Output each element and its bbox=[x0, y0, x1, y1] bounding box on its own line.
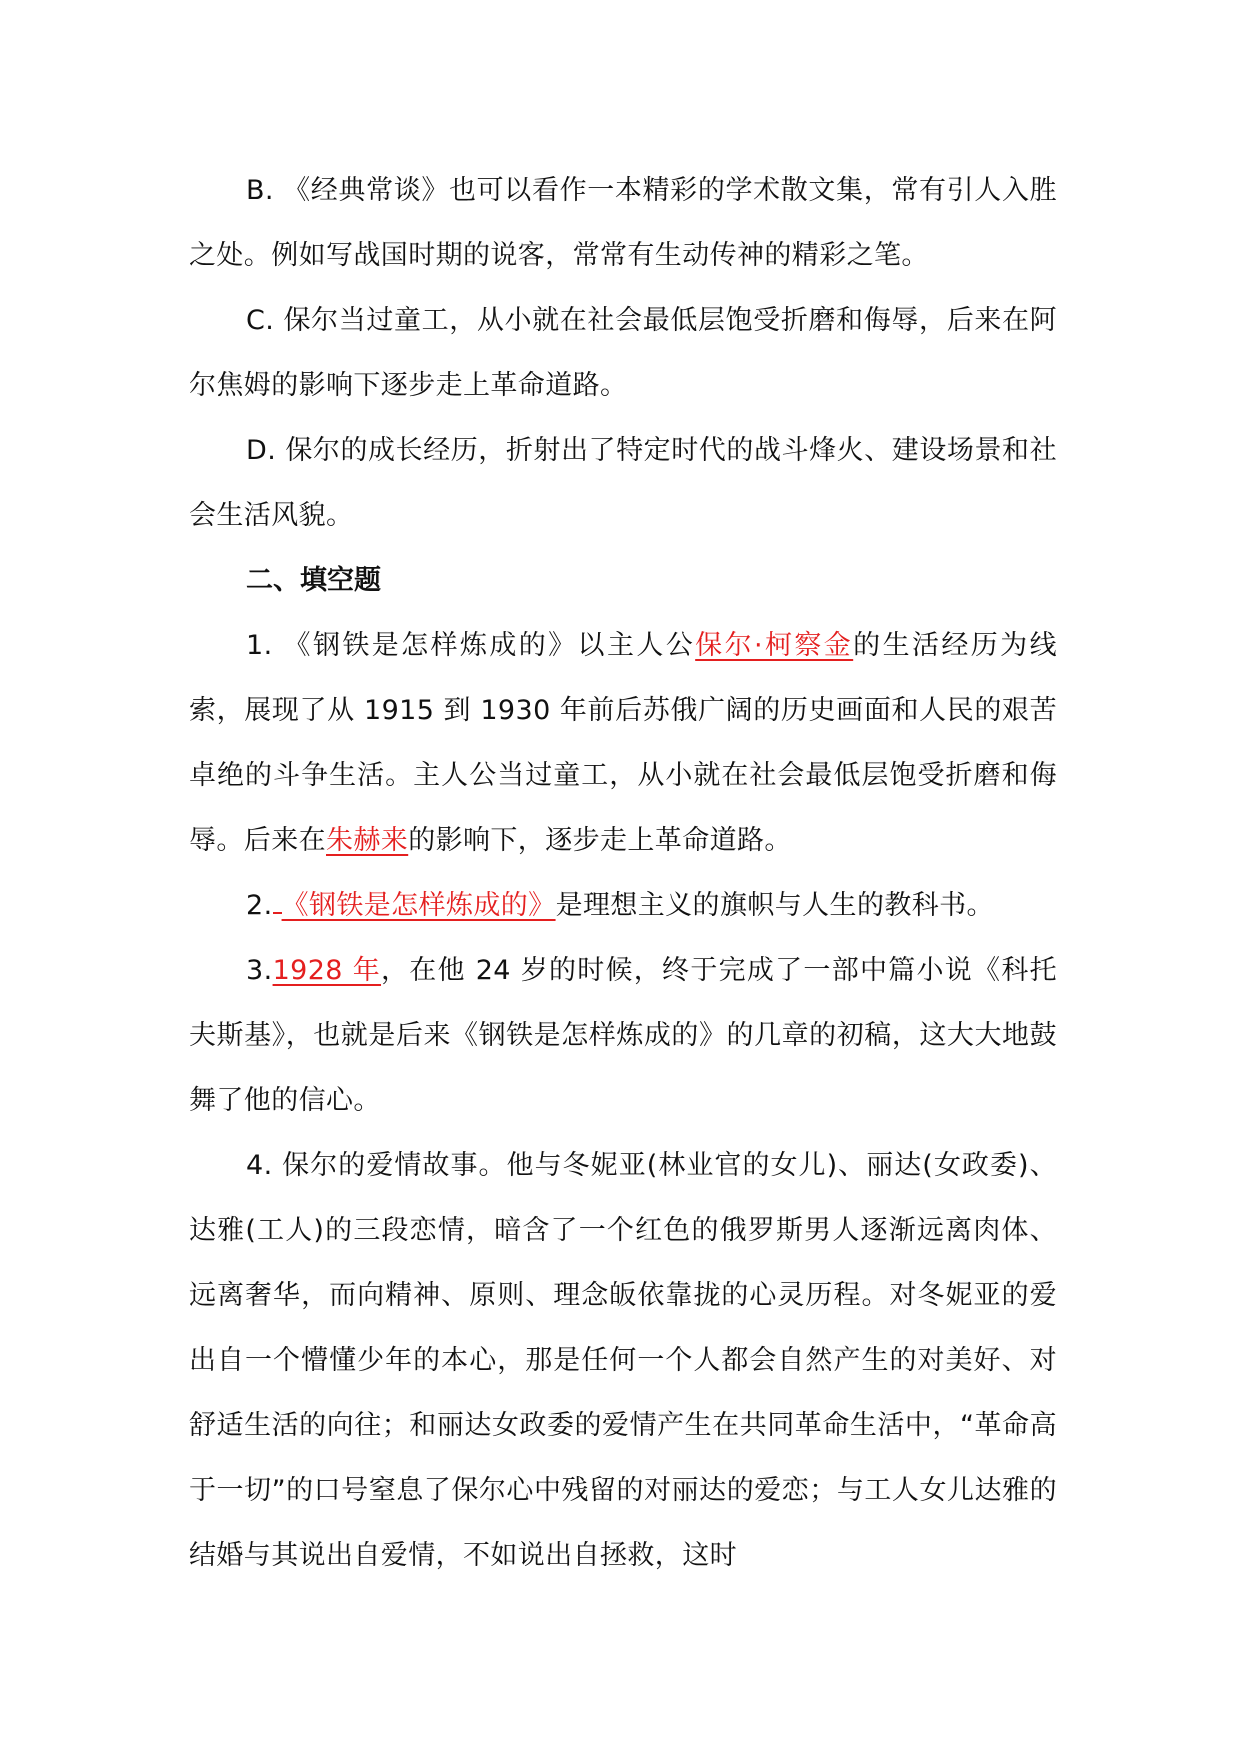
question-1 bbox=[189, 613, 1057, 873]
question-2 bbox=[189, 873, 1057, 938]
question-2-answer: 《钢铁是怎样炼成的》 bbox=[281, 890, 556, 921]
question-3-prefix: 3. bbox=[246, 955, 273, 986]
question-3-answer: 1928 年 bbox=[272, 955, 382, 986]
section-heading: 二、填空题 bbox=[246, 565, 381, 596]
document-page bbox=[189, 158, 1057, 1588]
answer-blank-underline bbox=[273, 886, 282, 914]
question-1-answer-1: 保尔·柯察金 bbox=[695, 630, 854, 661]
question-1-middle: 的生活经历为线索，展现了从 1915 到 1930 年前后苏俄广阔的历史画面和人民的艰苦卓绝的斗争生活。主人公当过童工，从小就在社会最低层饱受折磨和侮辱。后来在 bbox=[189, 630, 1057, 856]
question-1-suffix: 的影响下，逐步走上革命道路。 bbox=[408, 825, 792, 856]
question-1-answer-2: 朱赫来 bbox=[326, 825, 409, 856]
question-3 bbox=[189, 938, 1057, 1133]
question-2-prefix: 2. bbox=[246, 890, 273, 921]
option-b-paragraph: B. 《经典常谈》也可以看作一本精彩的学术散文集，常有引人入胜之处。例如写战国时期的说客，常常有生动传神的精彩之笔。 bbox=[189, 175, 1057, 271]
option-d-paragraph: D. 保尔的成长经历，折射出了特定时代的战斗烽火、建设场景和社会生活风貌。 bbox=[189, 435, 1057, 531]
option-c-paragraph: C. 保尔当过童工，从小就在社会最低层饱受折磨和侮辱，后来在阿尔焦姆的影响下逐步走上革命道路。 bbox=[189, 305, 1057, 401]
question-2-suffix: 是理想主义的旗帜与人生的教科书。 bbox=[555, 890, 994, 921]
question-4: 4. 保尔的爱情故事。他与冬妮亚(林业官的女儿)、丽达(女政委)、达雅(工人)的三段恋情，暗含了一个红色的俄罗斯男人逐渐远离肉体、远离奢华，而向精神、原则、理念皈依靠拢的心灵历程。对冬妮亚的爱出自一个懵懂少年的本心，那是任何一个人都会自然产生的对美好、对舒适生活的向往；和丽达女政委的爱情产生在共同革命生活中，“革命高于一切”的口号窒息了保尔心中残留的对丽达的爱恋；与工人女儿达雅的结婚与其说出自爱情，不如说出自拯救，这时 bbox=[189, 1150, 1057, 1571]
question-3-suffix: ，在他 24 岁的时候，终于完成了一部中篇小说《科托夫斯基》，也就是后来《钢铁是怎样炼成的》的几章的初稿，这大大地鼓舞了他的信心。 bbox=[189, 955, 1058, 1116]
question-1-prefix: 1. 《钢铁是怎样炼成的》以主人公 bbox=[246, 630, 696, 661]
